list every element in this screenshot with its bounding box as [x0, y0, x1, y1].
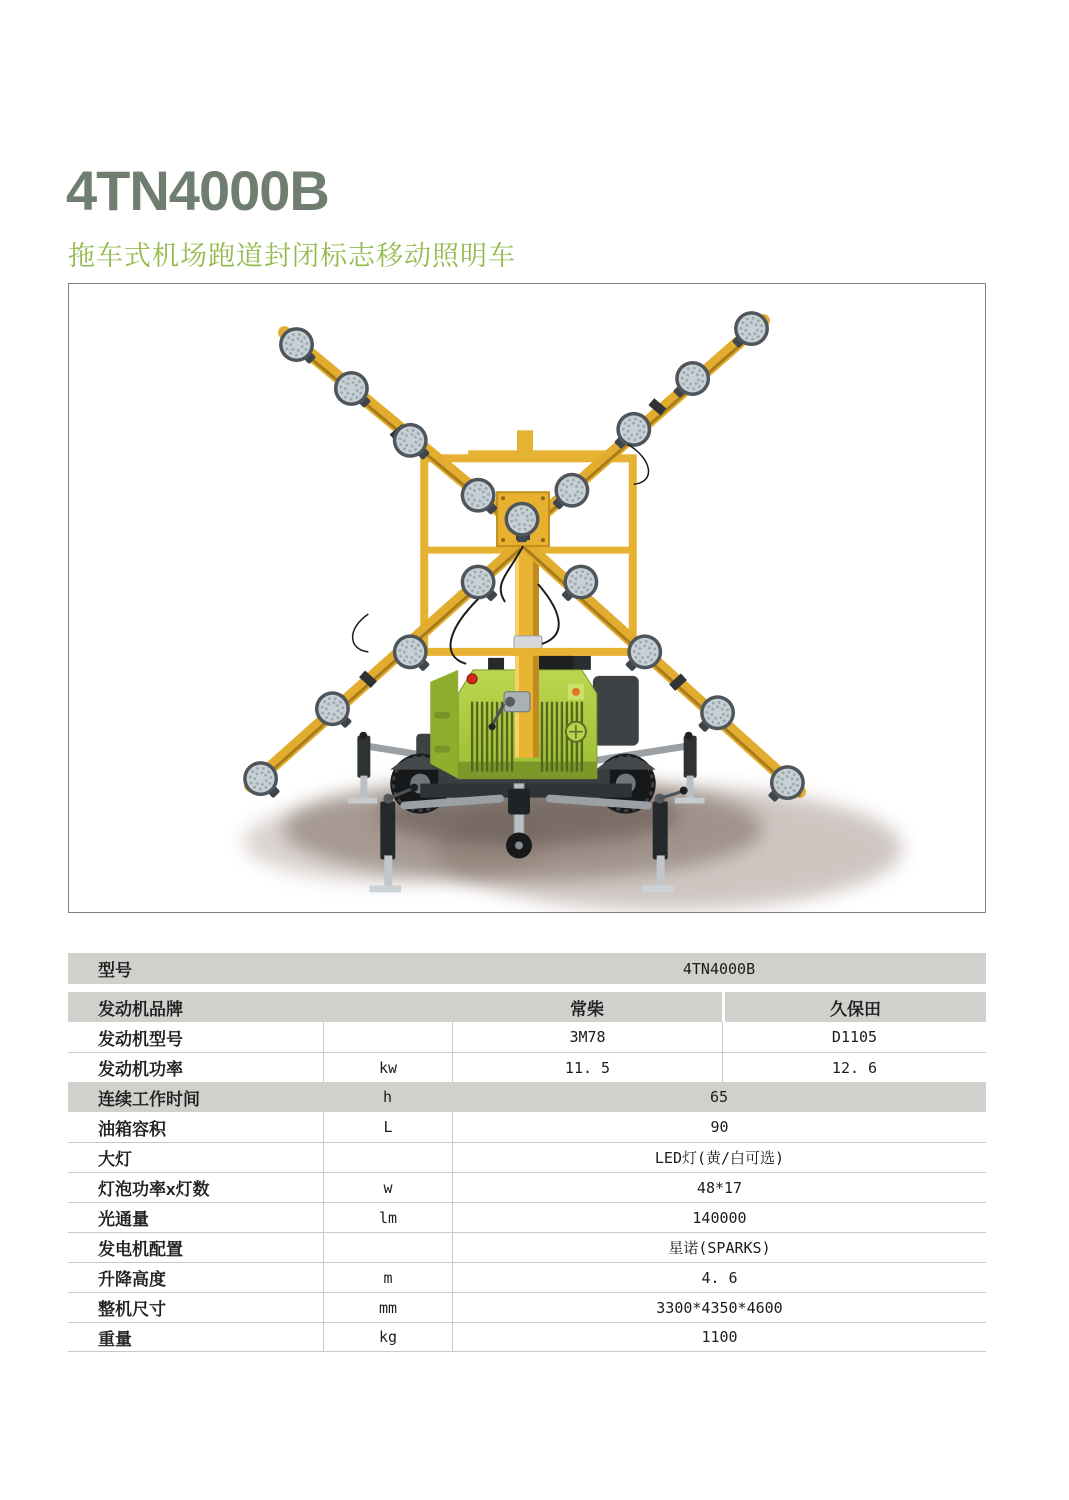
spec-label: 型号 [98, 961, 132, 980]
spec-table [68, 953, 986, 1352]
spec-value: 常柴 [570, 999, 604, 1019]
spec-value: 1100 [452, 1323, 986, 1351]
spec-label: 发动机型号 [98, 1029, 183, 1049]
spec-row [68, 1142, 986, 1172]
spec-row [68, 1172, 986, 1202]
spec-value: 140000 [452, 1203, 986, 1232]
spec-label: 连续工作时间 [98, 1089, 200, 1109]
spec-row [68, 1232, 986, 1262]
spec-value: 90 [452, 1112, 986, 1142]
spec-value: D1105 [722, 1022, 986, 1052]
spec-row [68, 1322, 986, 1352]
spec-label: 整机尺寸 [98, 1300, 166, 1319]
spec-unit: kg [323, 1323, 452, 1351]
spec-row [68, 1112, 986, 1142]
spec-label: 油箱容积 [98, 1119, 166, 1139]
spec-label: 灯泡功率x灯数 [98, 1180, 210, 1199]
page-subtitle: 拖车式机场跑道封闭标志移动照明车 [68, 241, 516, 271]
spec-unit: mm [323, 1293, 452, 1322]
spec-value: LED灯(黄/白可选) [452, 1143, 986, 1172]
page-title: 4TN4000B [66, 159, 329, 222]
product-photo-illustration [69, 284, 985, 912]
spec-row [68, 953, 986, 984]
spec-unit: m [323, 1263, 452, 1292]
vent-louvers-left [472, 702, 512, 772]
spec-label: 光通量 [98, 1210, 149, 1229]
spec-value: 11. 5 [452, 1053, 722, 1082]
spec-unit [323, 953, 452, 984]
spec-value: 4. 6 [452, 1263, 986, 1292]
spec-value: 48*17 [452, 1173, 986, 1202]
spec-row [68, 1082, 986, 1112]
spec-label: 升降高度 [98, 1270, 166, 1289]
spec-unit [323, 1143, 452, 1172]
spec-label: 大灯 [98, 1150, 132, 1169]
spec-row [68, 1052, 986, 1082]
emergency-stop-button [467, 674, 477, 684]
spec-unit: lm [323, 1203, 452, 1232]
spec-row [68, 1292, 986, 1322]
spec-value: 3M78 [452, 1022, 722, 1052]
spec-row [68, 1262, 986, 1292]
spec-value: 4TN4000B [682, 959, 756, 978]
spec-unit [323, 992, 452, 1022]
spec-unit: w [323, 1173, 452, 1202]
spec-unit: kw [323, 1053, 452, 1082]
spec-unit [323, 1022, 452, 1052]
spec-label: 发动机功率 [98, 1060, 183, 1079]
spec-row [68, 992, 986, 1022]
generator-body [430, 650, 597, 779]
spec-value: 12. 6 [722, 1053, 986, 1082]
spec-value: 星诺(SPARKS) [452, 1233, 986, 1262]
spec-row [68, 1022, 986, 1052]
spec-unit [323, 1233, 452, 1262]
spec-label: 发动机品牌 [98, 999, 183, 1019]
spec-value: 3300*4350*4600 [452, 1293, 986, 1322]
spec-label: 重量 [98, 1329, 132, 1349]
spec-unit: L [323, 1112, 452, 1142]
spec-label: 发电机配置 [98, 1240, 183, 1259]
product-photo-panel [68, 283, 986, 913]
spec-unit: h [382, 1088, 393, 1106]
spec-value: 久保田 [722, 992, 986, 1022]
spec-value: 65 [709, 1088, 729, 1106]
spec-row [68, 1202, 986, 1232]
